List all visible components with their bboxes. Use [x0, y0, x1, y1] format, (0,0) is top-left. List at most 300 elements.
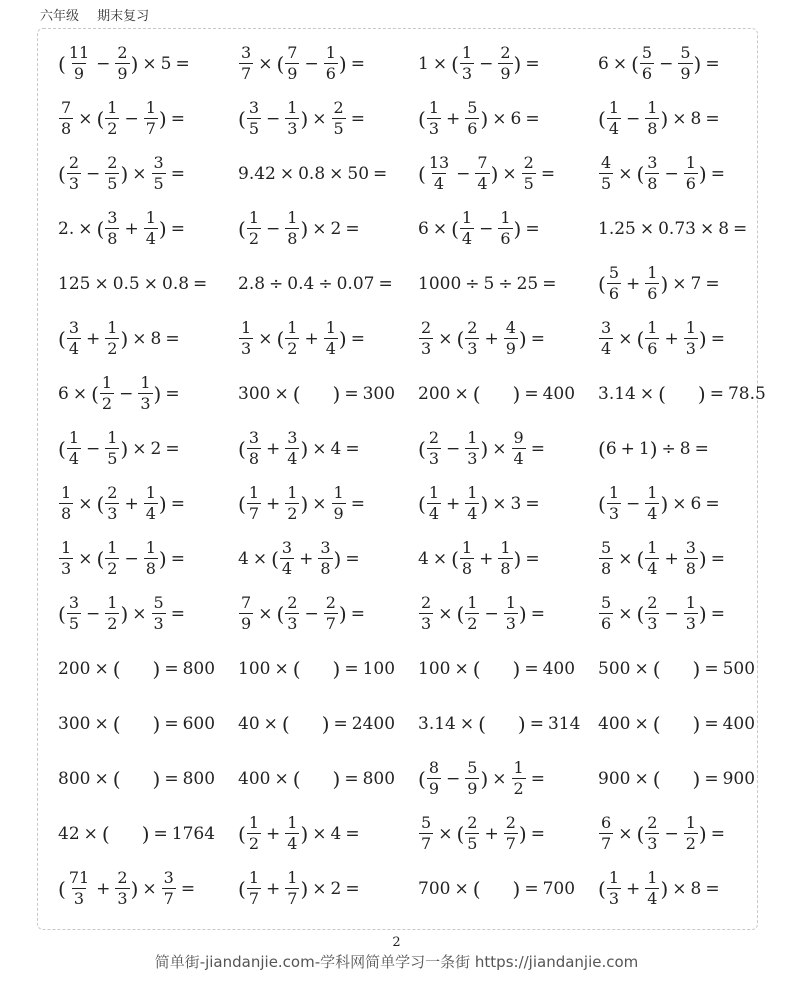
paren: ) [158, 216, 167, 241]
denominator: 8 [287, 229, 298, 248]
numerator: 1 [61, 538, 72, 557]
number: 8 [690, 878, 702, 899]
denominator: 4 [68, 339, 79, 358]
numerator: 1 [333, 483, 344, 502]
denominator: 7 [325, 614, 336, 633]
operator: − [304, 603, 319, 624]
fraction [465, 430, 479, 467]
numerator: 1 [513, 758, 524, 777]
exercise-item [418, 696, 580, 751]
operator: = [373, 163, 388, 184]
number: 78.5 [727, 383, 766, 404]
operator: = [542, 273, 557, 294]
paren: ) [698, 326, 707, 351]
numerator: 1 [287, 98, 298, 117]
number: 0.5 [112, 273, 140, 294]
paren: ( [456, 326, 465, 351]
exercise-item [238, 421, 364, 476]
exercise-item [418, 806, 549, 861]
operator: = [350, 493, 365, 514]
paren: ( [658, 381, 666, 406]
denominator: 2 [107, 559, 118, 578]
operator: = [350, 108, 365, 129]
numerator: 2 [467, 813, 478, 832]
number: 800 [58, 768, 91, 789]
numerator: 2 [505, 813, 516, 832]
operator: = [170, 108, 185, 129]
fraction [247, 430, 261, 467]
operator: = [193, 273, 208, 294]
paren: ( [281, 711, 290, 736]
paren: ( [631, 51, 639, 76]
denominator: 8 [107, 229, 118, 248]
denominator: 8 [647, 119, 658, 138]
operator: = [530, 768, 545, 789]
numerator: 1 [145, 98, 156, 117]
fraction [105, 430, 119, 467]
numerator: 13 [428, 153, 450, 172]
operator: ÷ [498, 273, 513, 294]
fraction [599, 540, 613, 577]
denominator: 3 [241, 339, 252, 358]
operator: = [529, 713, 544, 734]
denominator: 4 [281, 559, 293, 578]
paren: ) [698, 546, 707, 571]
paren: ( [478, 711, 486, 736]
numerator: 1 [647, 98, 658, 117]
denominator: 3 [117, 889, 128, 908]
number: 500 [722, 658, 756, 679]
operator: × [459, 713, 475, 734]
denominator: 8 [145, 559, 156, 578]
denominator: 8 [685, 559, 696, 578]
operator: × [432, 218, 448, 239]
number: 5 [483, 273, 495, 294]
numerator: 7 [61, 98, 72, 117]
fraction [285, 870, 299, 907]
operator: × [618, 823, 633, 844]
number: 40 [238, 713, 260, 734]
number: 0.07 [336, 273, 375, 294]
paren: ( [58, 326, 66, 351]
operator: × [312, 438, 327, 459]
number: 4 [330, 823, 342, 844]
operator: × [94, 658, 109, 679]
numerator: 7 [241, 593, 252, 612]
denominator: 3 [685, 614, 696, 633]
operator: × [672, 273, 687, 294]
operator: + [96, 878, 111, 899]
paren: ( [58, 161, 66, 186]
fraction [607, 265, 621, 302]
operator: × [438, 603, 453, 624]
paren: ( [636, 326, 645, 351]
paren: ( [636, 161, 645, 186]
fraction [67, 45, 91, 82]
denominator: 5 [333, 119, 344, 138]
numerator: 5 [467, 98, 478, 117]
operator: = [705, 273, 720, 294]
operator: × [312, 823, 327, 844]
operator: − [659, 53, 674, 74]
denominator: 7 [145, 119, 156, 138]
operator: − [479, 218, 494, 239]
exercise-item [238, 641, 395, 696]
fraction [460, 540, 474, 577]
numerator: 1 [107, 98, 118, 117]
denominator: 6 [641, 64, 653, 83]
fraction [247, 870, 261, 907]
exercise-item [598, 476, 724, 531]
paren: ( [238, 436, 246, 461]
fraction [67, 595, 81, 632]
operator: × [132, 328, 147, 349]
number: 600 [182, 713, 216, 734]
fraction [285, 45, 299, 82]
fraction [498, 210, 512, 247]
exercise-item [58, 641, 215, 696]
fraction [105, 320, 119, 357]
paren: ( [636, 821, 645, 846]
operator: = [165, 328, 180, 349]
denominator: 4 [647, 504, 658, 523]
operator: × [78, 493, 93, 514]
number: 8 [690, 108, 702, 129]
operator: − [456, 163, 471, 184]
numerator: 2 [500, 43, 511, 62]
paren: ( [101, 821, 110, 846]
operator: − [446, 438, 461, 459]
number: 200 [58, 658, 91, 679]
fraction [144, 210, 158, 247]
denominator: 8 [647, 174, 658, 193]
denominator: 3 [421, 339, 432, 358]
denominator: 7 [163, 889, 174, 908]
numerator: 3 [281, 538, 293, 557]
numerator: 1 [428, 98, 439, 117]
denominator: 5 [601, 174, 612, 193]
fraction [105, 485, 119, 522]
denominator: 9 [428, 779, 439, 798]
fraction [684, 595, 698, 632]
paren: ( [456, 821, 465, 846]
number: 700 [542, 878, 576, 899]
exercise-item [598, 806, 729, 861]
operator: × [274, 658, 289, 679]
paren: ) [512, 656, 521, 681]
operator: = [345, 218, 360, 239]
fraction [645, 155, 659, 192]
numerator: 3 [685, 538, 696, 557]
operator: = [524, 878, 539, 899]
operator: ÷ [269, 273, 284, 294]
number: 300 [58, 713, 91, 734]
exercise-item [238, 311, 369, 366]
paren: ( [276, 51, 285, 76]
operator: = [525, 53, 540, 74]
operator: × [78, 548, 93, 569]
denominator: 8 [320, 559, 331, 578]
fraction [152, 155, 166, 192]
fraction [607, 870, 621, 907]
operator: × [142, 53, 157, 74]
paren: ) [490, 161, 499, 186]
operator: = [153, 823, 168, 844]
number: 500 [598, 658, 631, 679]
operator: = [530, 823, 545, 844]
number: 2 [330, 218, 342, 239]
paren: ( [451, 546, 459, 571]
fraction [285, 430, 299, 467]
number: 42 [58, 823, 80, 844]
operator: + [266, 438, 281, 459]
fraction [285, 100, 299, 137]
numerator: 1 [428, 483, 439, 502]
denominator: 4 [477, 174, 488, 193]
paren: ) [120, 326, 129, 351]
paren: ) [338, 601, 347, 626]
paren: ( [96, 546, 105, 571]
paren: ( [418, 106, 426, 131]
numerator: 5 [601, 593, 612, 612]
numerator: 1 [107, 538, 118, 557]
denominator: 6 [325, 64, 336, 83]
numerator: 1 [685, 318, 696, 337]
exercise-item [58, 91, 189, 146]
paren: ) [660, 876, 669, 901]
fraction [460, 210, 474, 247]
denominator: 9 [73, 64, 85, 83]
denominator: 3 [685, 339, 696, 358]
numerator: 1 [461, 538, 473, 557]
numerator: 1 [608, 98, 619, 117]
paren: ( [58, 601, 66, 626]
denominator: 7 [287, 889, 298, 908]
numerator: 2 [117, 868, 128, 887]
operator: × [492, 768, 507, 789]
paren: ( [652, 656, 661, 681]
exercise-item [238, 146, 391, 201]
numerator: 1 [61, 483, 72, 502]
numerator: 3 [248, 98, 259, 117]
operator: ÷ [465, 273, 480, 294]
denominator: 4 [145, 504, 156, 523]
fraction [247, 485, 261, 522]
denominator: 3 [467, 449, 478, 468]
denominator: 6 [647, 284, 658, 303]
paren: ) [697, 381, 706, 406]
paren: ) [158, 491, 167, 516]
exercise-item [418, 586, 549, 641]
numerator: 3 [601, 318, 612, 337]
fraction [105, 100, 119, 137]
fraction [465, 100, 479, 137]
exercise-item [418, 421, 549, 476]
denominator: 5 [107, 449, 118, 468]
paren: ) [158, 106, 167, 131]
operator: = [344, 383, 359, 404]
numerator: 2 [107, 483, 118, 502]
paren: ) [692, 656, 701, 681]
exercise-item [238, 586, 369, 641]
paren: ) [120, 436, 129, 461]
operator: × [492, 493, 507, 514]
fraction [144, 485, 158, 522]
numerator: 1 [287, 318, 298, 337]
numerator: 1 [248, 813, 259, 832]
fraction [285, 210, 299, 247]
denominator: 9 [500, 64, 511, 83]
number: 3 [510, 493, 522, 514]
exercise-item [418, 366, 575, 421]
fraction [465, 815, 479, 852]
fraction [599, 155, 613, 192]
denominator: 4 [647, 889, 658, 908]
operator: = [175, 53, 190, 74]
operator: = [694, 438, 709, 459]
numerator: 1 [101, 373, 113, 392]
numerator: 1 [325, 43, 336, 62]
paren: ) [152, 656, 161, 681]
exercise-item [238, 201, 364, 256]
paren: ) [300, 491, 309, 516]
operator: − [124, 548, 139, 569]
operator: × [329, 163, 344, 184]
numerator: 6 [601, 813, 612, 832]
exercise-item [238, 36, 369, 91]
operator: + [124, 218, 139, 239]
paren: ( [292, 381, 301, 406]
fraction [684, 320, 698, 357]
exercise-item [58, 751, 215, 806]
number: 6 [690, 493, 702, 514]
paren: ) [660, 491, 669, 516]
operator: = [709, 383, 724, 404]
numerator: 7 [477, 153, 488, 172]
number: 2.8 [238, 273, 266, 294]
numerator: 5 [153, 593, 164, 612]
numerator: 4 [601, 153, 612, 172]
fraction [59, 100, 73, 137]
operator: = [350, 328, 365, 349]
operator: = [170, 163, 185, 184]
operator: = [164, 768, 179, 789]
numerator: 1 [461, 43, 473, 62]
fraction [645, 265, 659, 302]
paren: ( [112, 711, 121, 736]
numerator: 2 [68, 153, 79, 172]
fraction [100, 375, 114, 412]
operator: = [524, 383, 539, 404]
paren: ) [480, 106, 489, 131]
paren: ( [238, 491, 246, 516]
operator: × [492, 438, 507, 459]
number: 0.8 [162, 273, 190, 294]
number: 800 [182, 768, 216, 789]
numerator: 2 [467, 318, 478, 337]
number: 400 [598, 713, 631, 734]
exercise-item [58, 201, 189, 256]
operator: − [664, 163, 679, 184]
fraction [105, 595, 119, 632]
numerator: 3 [68, 318, 79, 337]
number: 2 [330, 878, 342, 899]
number: 0.8 [298, 163, 326, 184]
operator: + [266, 823, 281, 844]
operator: − [479, 53, 494, 74]
exercise-item [58, 531, 189, 586]
operator: = [180, 878, 196, 899]
operator: = [705, 108, 720, 129]
exercise-item [58, 806, 215, 861]
fraction [152, 595, 166, 632]
operator: × [612, 53, 628, 74]
paren: ( [652, 711, 661, 736]
paren: ) [130, 876, 139, 901]
denominator: 3 [421, 614, 432, 633]
number: 400 [542, 383, 576, 404]
operator: − [484, 603, 499, 624]
operator: = [524, 658, 539, 679]
numerator: 1 [287, 868, 298, 887]
exercise-item [418, 751, 549, 806]
number: 6 [418, 218, 429, 239]
number: 700 [418, 878, 451, 899]
paren: ) [153, 381, 162, 406]
operator: − [664, 603, 679, 624]
denominator: 2 [107, 614, 118, 633]
paren: ( [238, 876, 246, 901]
exercise-item [598, 586, 729, 641]
paren: ( [58, 876, 66, 901]
exercise-item [598, 366, 766, 421]
number: 900 [722, 768, 756, 789]
exercise-item [598, 36, 724, 91]
paren: ( [292, 766, 301, 791]
paren: ( [238, 821, 246, 846]
exercise-item [418, 146, 559, 201]
operator: = [710, 548, 725, 569]
denominator: 6 [601, 614, 612, 633]
paren: ) [698, 821, 707, 846]
operator: × [312, 108, 327, 129]
section-label: 期末复习 [97, 9, 150, 24]
operator: + [86, 328, 101, 349]
fraction [332, 485, 346, 522]
denominator: 3 [461, 64, 473, 83]
operator: = [705, 493, 720, 514]
denominator: 5 [248, 119, 259, 138]
numerator: 1 [647, 263, 658, 282]
operator: × [454, 383, 469, 404]
fraction [684, 155, 698, 192]
fraction [285, 485, 299, 522]
operator: = [165, 438, 180, 459]
page-header [40, 5, 163, 24]
fraction [162, 870, 176, 907]
operator: × [83, 823, 98, 844]
operator: − [266, 108, 281, 129]
operator: = [345, 823, 360, 844]
fraction [247, 815, 261, 852]
exercise-item [418, 476, 544, 531]
fraction [465, 485, 479, 522]
denominator: 8 [61, 119, 72, 138]
fraction [247, 100, 261, 137]
fraction [324, 595, 338, 632]
denominator: 2 [248, 834, 259, 853]
fraction [504, 815, 518, 852]
